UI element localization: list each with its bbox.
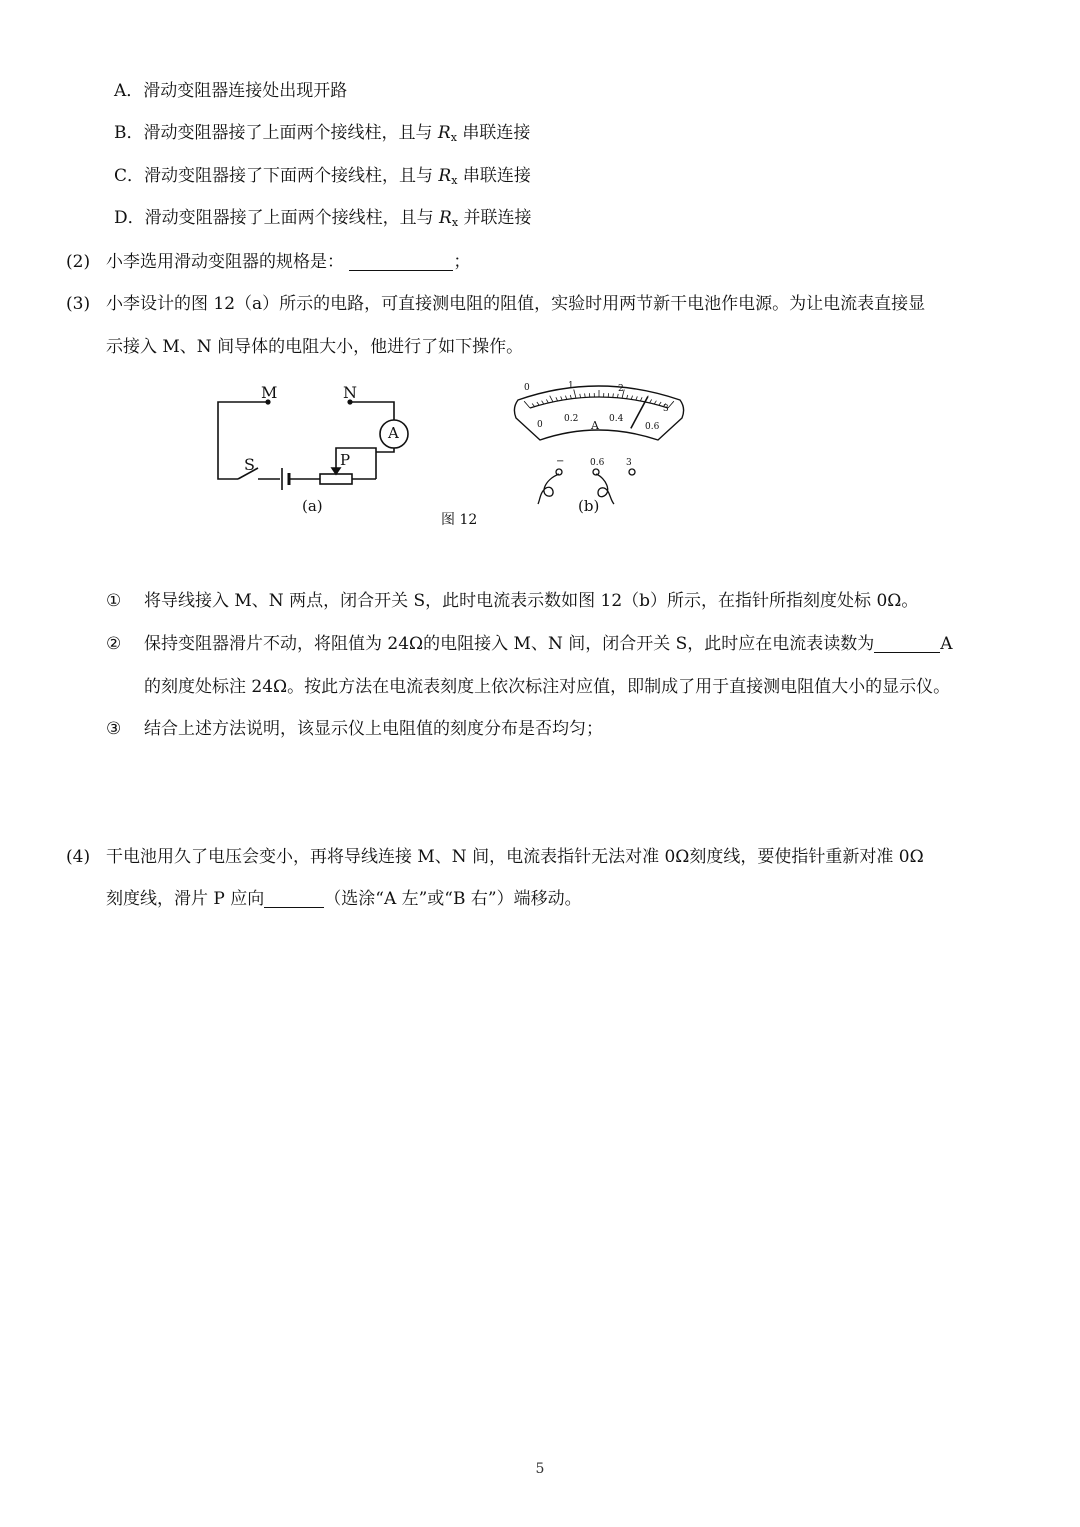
dial-tick [574, 390, 576, 399]
dial-tick [627, 395, 628, 399]
option-a [114, 79, 347, 103]
label-m: M [261, 383, 278, 402]
wire-ammeter-down [376, 448, 394, 452]
label-s: S [244, 455, 255, 474]
top-tick-3: 3 [663, 404, 669, 414]
option-label: C． [114, 166, 145, 186]
step-text: 保持变阻器滑片不动，将阻值为 24Ω的电阻接入 M、N 间，闭合开关 S，此时应在电流表读数为 [144, 634, 875, 654]
wire-neg [538, 474, 559, 504]
dial-tick [550, 396, 553, 402]
dial-tick [585, 393, 586, 397]
terminal-06-label: 0.6 [590, 458, 605, 468]
label-p: P [340, 451, 351, 469]
circuit-diagram [210, 382, 415, 492]
wire-right-upper [350, 402, 394, 420]
option-b [114, 121, 530, 150]
dial-tick [537, 402, 539, 405]
variable-sub: x [451, 174, 458, 187]
step-1 [106, 589, 918, 613]
variable-r: R [437, 123, 451, 143]
label-ammeter: A [388, 424, 399, 442]
top-tick-0: 0 [524, 383, 530, 393]
dial-tick [524, 401, 530, 408]
answer-blank[interactable] [349, 252, 453, 271]
variable-r: R [438, 166, 452, 186]
figure-title: 图 12 [441, 512, 478, 528]
answer-blank[interactable] [874, 634, 940, 653]
dial-tick [631, 396, 632, 400]
question-number: (4) [66, 847, 91, 867]
terminal-3 [629, 469, 635, 475]
variable-r: R [439, 208, 452, 228]
question-4-line-1 [66, 845, 924, 869]
question-number: (2) [66, 252, 91, 272]
step-mark: ① [106, 591, 122, 611]
option-text: 滑动变阻器连接处出现开路 [143, 81, 348, 101]
question-3-line-1 [66, 292, 925, 316]
step-text: 结合上述方法说明，该显示仪上电阻值的刻度分布是否均匀； [144, 719, 603, 739]
bottom-tick-04: 0.4 [609, 414, 624, 424]
bottom-tick-0: 0 [537, 420, 543, 430]
dial-tick [542, 401, 544, 404]
terminal-3-label: 3 [626, 458, 632, 468]
bottom-tick-02: 0.2 [564, 414, 579, 424]
dial-tick [636, 396, 638, 400]
answer-blank[interactable] [264, 889, 324, 908]
dial-tick [613, 393, 614, 397]
question-text: 刻度线，滑片 P 应向 [106, 889, 265, 909]
dial-tick [546, 399, 548, 402]
dial-tick [532, 403, 534, 406]
label-n: N [343, 383, 357, 402]
step-unit: A [940, 634, 953, 654]
terminal-neg-label: − [556, 456, 565, 467]
dial-tick [654, 401, 656, 404]
caption-a: (a) [302, 497, 323, 515]
dial-tick [659, 402, 661, 405]
question-end: ； [453, 252, 471, 272]
question-3-line-2: 示接入 M、N 间导体的电阻大小，他进行了如下操作。 [106, 337, 524, 357]
caption-b: (b) [578, 497, 600, 515]
step-text: 将导线接入 M、N 两点，闭合开关 S，此时电流表示数如图 12（b）所示，在指针所指刻度处标 0Ω。 [144, 591, 919, 611]
question-4-line-2 [106, 887, 582, 911]
option-c [114, 164, 531, 193]
ammeter-dial [508, 378, 690, 458]
question-text: 干电池用久了电压会变小，再将导线连接 M、N 间，电流表指针无法对准 0Ω刻度线，要使指针重新对准 0Ω [106, 847, 924, 867]
slider-arrow [332, 468, 340, 474]
page-number: 5 [535, 1461, 545, 1477]
option-label: D． [114, 208, 145, 228]
option-d [114, 206, 531, 235]
option-label: B． [114, 123, 144, 143]
question-text-after: （选涂“A 左”或“B 右”）端移动。 [324, 889, 582, 909]
wire-left [218, 402, 268, 479]
variable-sub: x [451, 216, 459, 229]
rheostat [320, 474, 352, 484]
variable-sub: x [450, 131, 457, 144]
dial-tick [570, 395, 571, 399]
dial-unit: A [591, 419, 599, 432]
top-tick-2: 2 [618, 384, 624, 394]
option-text: 滑动变阻器接了上面两个接线柱，且与 [143, 123, 438, 143]
question-text: 小李设计的图 12（a）所示的电路，可直接测电阻的阻值，实验时用两节新干电池作电源。为让电流表直接显 [106, 294, 926, 314]
dial-tick [617, 394, 618, 398]
option-text-after: 串联连接 [456, 123, 531, 143]
question-number: (3) [66, 294, 91, 314]
option-label: A． [114, 81, 144, 101]
dial-tick [650, 399, 652, 402]
dial-tick [556, 397, 558, 401]
step-mark: ② [106, 634, 122, 654]
dial-tick [580, 394, 581, 398]
option-text-after: 串联连接 [457, 166, 531, 186]
option-text: 滑动变阻器接了上面两个接线柱，且与 [144, 208, 440, 228]
question-text: 小李选用滑动变阻器的规格是： [106, 252, 344, 272]
option-text-after: 并联连接 [458, 208, 532, 228]
question-2 [66, 250, 470, 274]
bottom-tick-06: 0.6 [645, 422, 660, 432]
step-mark: ③ [106, 719, 122, 739]
option-text: 滑动变阻器接了下面两个接线柱，且与 [144, 166, 439, 186]
top-tick-1: 1 [568, 381, 574, 391]
dial-tick [565, 396, 566, 400]
dial-tick [561, 396, 563, 400]
dial-tick [640, 397, 642, 401]
step-2 [106, 632, 953, 656]
step-2-line-2: 的刻度处标注 24Ω。按此方法在电流表刻度上依次标注对应值，即制成了用于直接测电阻值大小的显示仪。 [144, 677, 951, 697]
step-3 [106, 717, 603, 741]
